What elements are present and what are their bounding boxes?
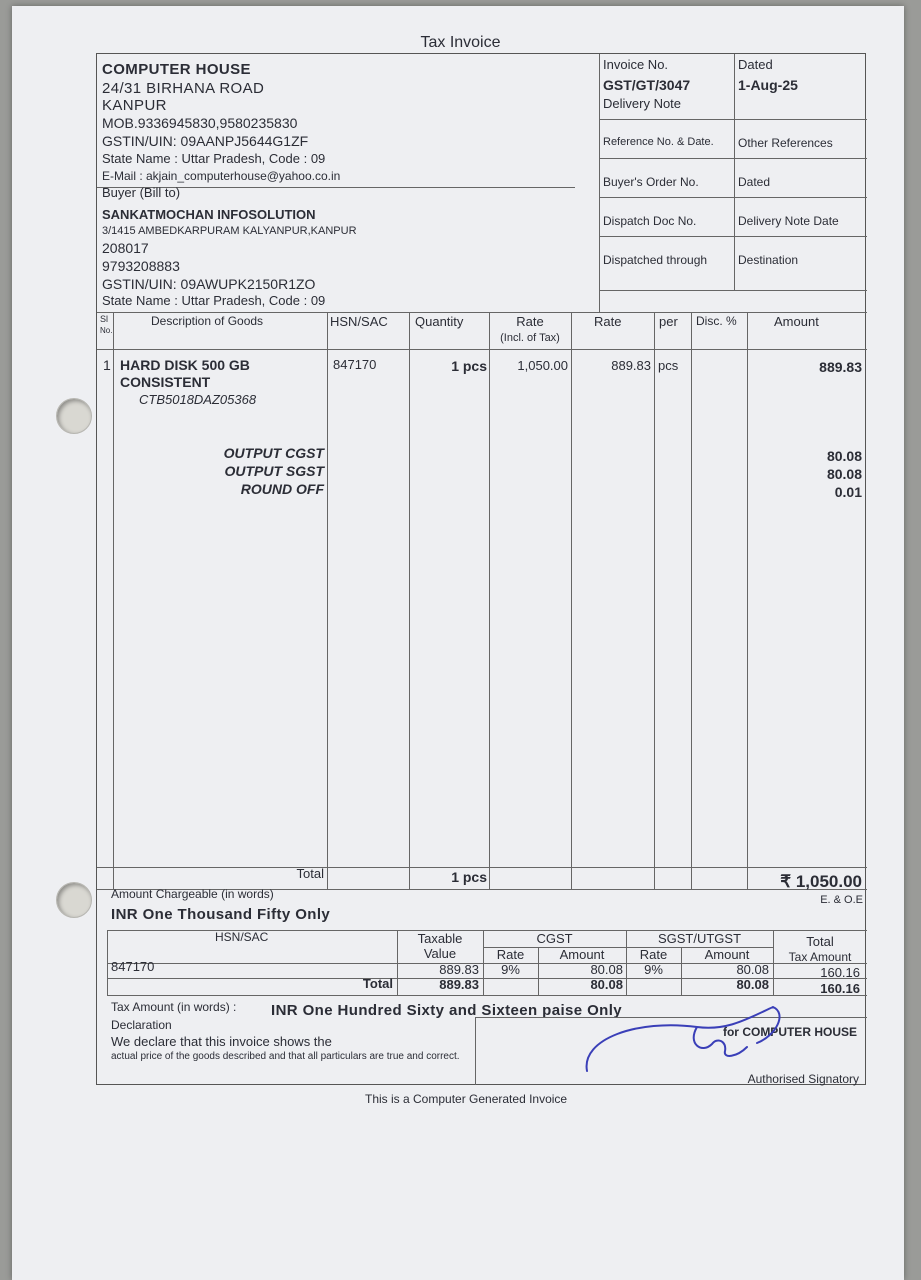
header-no: No.	[100, 326, 113, 335]
summary-row-total-tax: 160.16	[820, 965, 860, 980]
summary-row-sgst-amount: 80.08	[736, 962, 769, 977]
total-quantity: 1 pcs	[451, 869, 487, 885]
computer-generated-note: This is a Computer Generated Invoice	[365, 1092, 568, 1106]
summary-sgst-rate-header: Rate	[639, 947, 668, 962]
summary-tax-amount-header: Tax Amount	[788, 950, 852, 964]
seller-city: KANPUR	[102, 97, 167, 114]
document-title: Tax Invoice	[420, 34, 501, 51]
summary-row-taxable: 889.83	[439, 962, 479, 977]
tax-words-label: Tax Amount (in words) :	[111, 1000, 237, 1014]
header-amount: Amount	[774, 314, 819, 329]
summary-total-label: Total	[362, 976, 393, 991]
seller-address: 24/31 BIRHANA ROAD	[102, 80, 265, 97]
buyer-phone: 9793208883	[102, 258, 180, 274]
summary-cgst-amount-header: Amount	[559, 947, 605, 962]
header-per: per	[659, 314, 678, 329]
buyer-pin: 208017	[102, 240, 149, 256]
tax-sgst-amount: 80.08	[826, 466, 862, 482]
delivery-note-date-label: Delivery Note Date	[738, 214, 839, 228]
seller-state: State Name : Uttar Pradesh, Code : 09	[102, 151, 326, 166]
round-off-amount: 0.01	[834, 484, 862, 500]
summary-sgst-header: SGST/UTGST	[657, 931, 742, 946]
item-rate: 889.83	[611, 358, 651, 373]
declaration-line-2: actual price of the goods described and that all particulars are true and correct.	[111, 1051, 460, 1062]
for-company: for COMPUTER HOUSE	[722, 1025, 857, 1039]
summary-total-taxable: 889.83	[439, 977, 479, 992]
header-description: Description of Goods	[151, 314, 264, 328]
tax-sgst-label: OUTPUT SGST	[224, 463, 324, 479]
invoice-no-label: Invoice No.	[603, 57, 669, 72]
summary-total-tax: 160.16	[820, 981, 860, 996]
summary-cgst-header: CGST	[536, 931, 573, 946]
declaration-line-1: We declare that this invoice shows the	[111, 1034, 332, 1049]
summary-total-header: Total	[806, 934, 834, 949]
item-name: HARD DISK 500 GB	[120, 357, 250, 373]
seller-gstin: GSTIN/UIN: 09AANPJ5644G1ZF	[102, 133, 309, 149]
declaration-heading: Declaration	[111, 1018, 172, 1032]
summary-taxable-header: Taxable	[417, 931, 463, 946]
item-rate-incl: 1,050.00	[517, 358, 568, 373]
signature-scribble	[577, 999, 787, 1079]
item-amount: 889.83	[819, 359, 862, 375]
header-hsn: HSN/SAC	[330, 314, 388, 329]
invoice-frame	[96, 53, 866, 1085]
dispatch-doc-label: Dispatch Doc No.	[603, 214, 697, 228]
seller-mobile: MOB.9336945830,9580235830	[102, 115, 298, 131]
amount-words-value: INR One Thousand Fifty Only	[111, 906, 331, 923]
amount-words-label: Amount Chargeable (in words)	[111, 887, 274, 901]
summary-cgst-rate-header: Rate	[496, 947, 525, 962]
authorised-signatory: Authorised Signatory	[747, 1072, 859, 1086]
punch-hole-top	[56, 398, 92, 434]
buyer-state: State Name : Uttar Pradesh, Code : 09	[102, 293, 326, 308]
destination-label: Destination	[738, 253, 799, 267]
eoe-note: E. & O.E	[820, 894, 863, 906]
reference-label: Reference No. & Date.	[603, 136, 714, 148]
seller-name: COMPUTER HOUSE	[102, 61, 251, 78]
buyer-address: 3/1415 AMBEDKARPURAM KALYANPUR,KANPUR	[102, 225, 357, 237]
header-rate: Rate	[594, 314, 622, 329]
summary-row-cgst-amount: 80.08	[590, 962, 623, 977]
header-quantity: Quantity	[415, 314, 464, 329]
dated-label: Dated	[738, 57, 773, 72]
summary-total-sgst: 80.08	[736, 977, 769, 992]
buyers-order-dated-label: Dated	[738, 175, 771, 189]
summary-row-cgst-rate: 9%	[501, 962, 520, 977]
summary-row-hsn: 847170	[111, 959, 155, 974]
header-disc: Disc. %	[696, 314, 737, 328]
total-label: Total	[296, 866, 324, 881]
summary-sgst-amount-header: Amount	[704, 947, 750, 962]
other-references-label: Other References	[738, 136, 833, 150]
item-sl: 1	[103, 357, 111, 373]
total-amount: ₹ 1,050.00	[780, 872, 862, 891]
invoice-date: 1-Aug-25	[738, 77, 798, 93]
item-serial: CTB5018DAZ05368	[139, 392, 257, 407]
header-rate-incl-sub: (Incl. of Tax)	[500, 332, 560, 344]
buyer-gstin: GSTIN/UIN: 09AWUPK2150R1ZO	[102, 276, 316, 292]
item-hsn: 847170	[333, 357, 377, 372]
tax-cgst-amount: 80.08	[826, 448, 862, 464]
buyers-order-label: Buyer's Order No.	[603, 175, 699, 189]
delivery-note-label: Delivery Note	[603, 96, 682, 111]
header-rate-incl: Rate	[516, 314, 544, 329]
buyer-heading: Buyer (Bill to)	[102, 185, 181, 200]
summary-value-header: Value	[423, 946, 457, 961]
summary-hsn-header: HSN/SAC	[215, 930, 269, 944]
seller-email: E-Mail : akjain_computerhouse@yahoo.co.in	[102, 169, 341, 183]
invoice-no: GST/GT/3047	[603, 77, 691, 93]
item-per: pcs	[658, 358, 679, 373]
summary-total-cgst: 80.08	[590, 977, 623, 992]
summary-row-sgst-rate: 9%	[644, 962, 663, 977]
item-quantity: 1 pcs	[451, 358, 487, 374]
header-sl: Sl	[100, 314, 109, 324]
round-off-label: ROUND OFF	[240, 481, 324, 497]
tax-words-value: INR One Hundred Sixty and Sixteen paise Only	[271, 1002, 623, 1019]
dispatched-through-label: Dispatched through	[603, 253, 708, 267]
buyer-name: SANKATMOCHAN INFOSOLUTION	[102, 207, 316, 222]
item-name-2: CONSISTENT	[120, 374, 211, 390]
punch-hole-bottom	[56, 882, 92, 918]
tax-cgst-label: OUTPUT CGST	[223, 445, 324, 461]
